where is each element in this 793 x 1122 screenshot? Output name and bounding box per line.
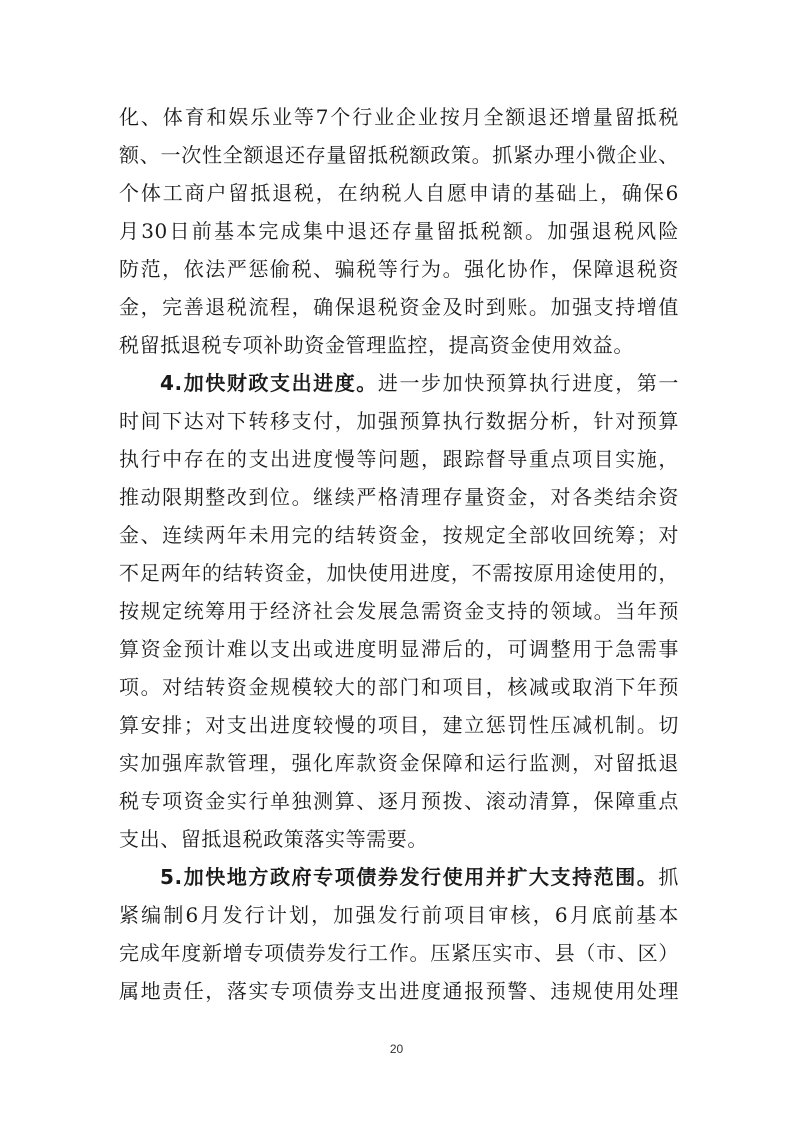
- section-first-line: [160, 863, 679, 891]
- body-text-line: 时间下达对下转移支付，加强预算执行数据分析，针对预算: [119, 409, 679, 433]
- body-text-line: 不足两年的结转资金，加快使用进度，不需按原用途使用的，: [119, 561, 679, 585]
- section-heading-5-continuation: 抓: [658, 865, 679, 889]
- body-text-line: 支出、留抵退税政策落实等需要。: [119, 827, 428, 851]
- body-text-line: 金、连续两年未用完的结转资金，按规定全部收回统筹；对: [119, 523, 679, 547]
- body-text-line: 金，完善退税流程，确保退税资金及时到账。加强支持增值: [119, 295, 679, 319]
- section-heading-4-continuation: 进一步加快预算执行进度，第一: [377, 371, 679, 395]
- body-text-line: 算资金预计难以支出或进度明显滞后的，可调整用于急需事: [119, 637, 679, 661]
- body-text-line: 属地责任，落实专项债券支出进度通报预警、违规使用处理: [119, 979, 679, 1003]
- body-text-line: 月30日前基本完成集中退还存量留抵税额。加强退税风险: [119, 219, 679, 243]
- body-text-line: 税专项资金实行单独测算、逐月预拨、滚动清算，保障重点: [119, 789, 679, 813]
- body-text-line: 紧编制6月发行计划，加强发行前项目审核，6月底前基本: [119, 903, 679, 927]
- section-heading-4: 4.加快财政支出进度。: [160, 371, 378, 395]
- body-text-line: 按规定统筹用于经济社会发展急需资金支持的领域。当年预: [119, 599, 679, 623]
- body-text-line: 推动限期整改到位。继续严格清理存量资金，对各类结余资: [119, 485, 679, 509]
- page-number: 20: [389, 1042, 404, 1056]
- body-text-line: 算安排；对支出进度较慢的项目，建立惩罚性压减机制。切: [119, 713, 679, 737]
- section-heading-5: 5.加快地方政府专项债券发行使用并扩大支持范围。: [160, 865, 659, 889]
- body-text-line: 实加强库款管理，强化库款资金保障和运行监测，对留抵退: [119, 751, 679, 775]
- body-text-line: 税留抵退税专项补助资金管理监控，提高资金使用效益。: [119, 333, 634, 357]
- body-text-line: 执行中存在的支出进度慢等问题，跟踪督导重点项目实施，: [119, 447, 679, 471]
- body-text-line: 个体工商户留抵退税，在纳税人自愿申请的基础上，确保6: [119, 181, 679, 205]
- body-text-line: 防范，依法严惩偷税、骗税等行为。强化协作，保障退税资: [119, 257, 679, 281]
- body-text-line: 项。对结转资金规模较大的部门和项目，核减或取消下年预: [119, 675, 679, 699]
- body-text-line: 完成年度新增专项债券发行工作。压紧压实市、县（市、区）: [119, 941, 679, 965]
- body-text-line: 额、一次性全额退还存量留抵税额政策。抓紧办理小微企业、: [119, 143, 679, 167]
- body-text-line: 化、体育和娱乐业等7个行业企业按月全额退还增量留抵税: [119, 105, 679, 129]
- section-first-line: [160, 369, 679, 397]
